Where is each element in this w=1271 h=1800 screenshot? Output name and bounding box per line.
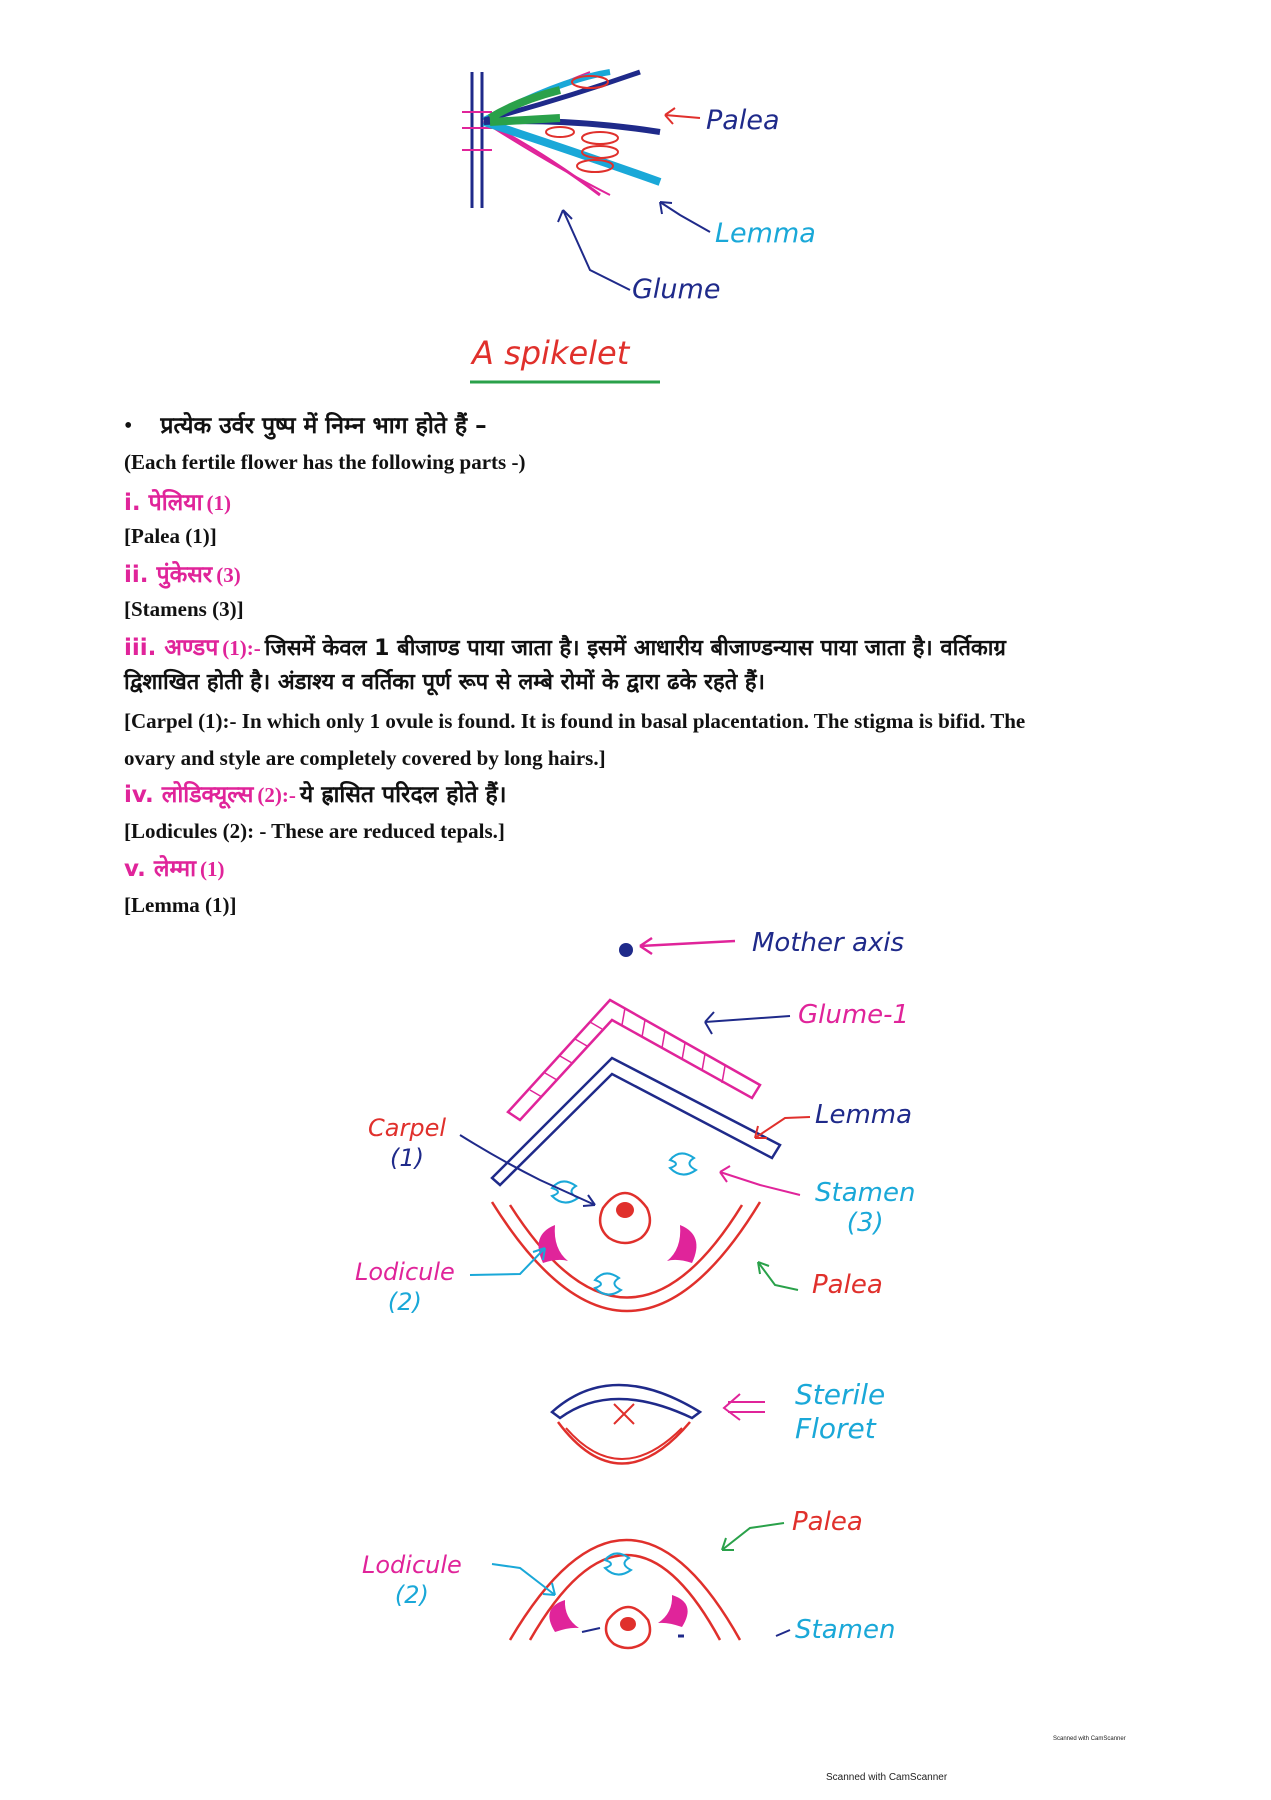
label-sterile: Sterile bbox=[795, 1378, 886, 1411]
spikelet-caption: A spikelet bbox=[472, 334, 630, 372]
label-mother-axis: Mother axis bbox=[752, 928, 905, 958]
item-label: v. लेम्मा bbox=[124, 856, 197, 882]
label-lemma-top: Lemma bbox=[715, 218, 816, 249]
item-carpel-en-line2: ovary and style are completely covered by long hairs.] bbox=[124, 746, 606, 770]
label-lodicule-text: Lodicule bbox=[355, 1258, 455, 1286]
label-lemma: Lemma bbox=[815, 1100, 913, 1130]
footer-camscanner: Scanned with CamScanner bbox=[826, 1772, 948, 1783]
item-carpel-en-line1: [Carpel (1):- In which only 1 ovule is found. It is found in basal placentation. The stigma is bifid. The bbox=[124, 709, 1026, 733]
label-palea-top: Palea bbox=[706, 105, 780, 136]
item-count: (2):- bbox=[257, 783, 296, 807]
item-stamens-en: [Stamens (3)] bbox=[124, 597, 244, 621]
label-carpel-count: (1) bbox=[390, 1144, 424, 1172]
label-lodicule-2-count: (2) bbox=[394, 1581, 429, 1609]
item-carpel-hi-line2: द्विशाखित होती है। अंडाश्य व वर्तिका पूर्ण रूप से लम्बे रोमों के द्वारा ढके रहते हैं। bbox=[124, 670, 765, 695]
item-palea-en: [Palea (1)] bbox=[124, 524, 217, 548]
item-text-hi: ये ह्रासित परिदल होते हैं। bbox=[299, 782, 507, 808]
label-lodicule bbox=[355, 1257, 455, 1317]
label-stamen-2: Stamen bbox=[795, 1615, 896, 1645]
footer-small-watermark: Scanned with CamScanner bbox=[1053, 1736, 1126, 1742]
label-palea: Palea bbox=[812, 1270, 883, 1300]
bullet-heading-en: (Each fertile flower has the following parts -) bbox=[124, 450, 526, 474]
item-count: (1):- bbox=[222, 636, 261, 660]
item-label: iii. अण्डप bbox=[124, 635, 219, 661]
label-floret: Floret bbox=[795, 1412, 876, 1445]
item-lemma-en: [Lemma (1)] bbox=[124, 893, 237, 917]
item-label: iv. लोडिक्यूल्स bbox=[124, 782, 254, 808]
item-text-hi: जिसमें केवल 1 बीजाण्ड पाया जाता है। इसमें आधारीय बीजाण्डन्यास पाया जाता है। वर्तिकाग्र bbox=[264, 636, 1006, 661]
item-label: ii. पुंकेसर bbox=[124, 562, 213, 588]
label-glume-1: Glume-1 bbox=[798, 1000, 910, 1030]
label-glume-top: Glume bbox=[632, 274, 721, 305]
item-count: (1) bbox=[200, 857, 225, 881]
label-lodicule-2-text: Lodicule bbox=[362, 1551, 462, 1579]
bullet-dot: • bbox=[124, 413, 133, 439]
label-palea-2: Palea bbox=[792, 1507, 863, 1537]
item-label: i. पेलिया bbox=[124, 490, 203, 516]
label-stamen bbox=[815, 1178, 915, 1238]
label-sterile-floret bbox=[795, 1378, 885, 1446]
item-count: (1) bbox=[206, 491, 232, 515]
label-stamen-text: Stamen bbox=[815, 1178, 916, 1208]
label-carpel-text: Carpel bbox=[368, 1114, 446, 1142]
item-lodicules-en: [Lodicules (2): - These are reduced tepals.] bbox=[124, 819, 505, 843]
label-carpel bbox=[368, 1113, 446, 1173]
label-lodicule-count: (2) bbox=[387, 1288, 422, 1316]
bullet-heading-hi: प्रत्येक उर्वर पुष्प में निम्न भाग होते हैं – bbox=[160, 413, 487, 439]
item-count: (3) bbox=[216, 563, 241, 587]
label-lodicule-2 bbox=[362, 1550, 462, 1610]
label-stamen-count: (3) bbox=[846, 1208, 884, 1238]
